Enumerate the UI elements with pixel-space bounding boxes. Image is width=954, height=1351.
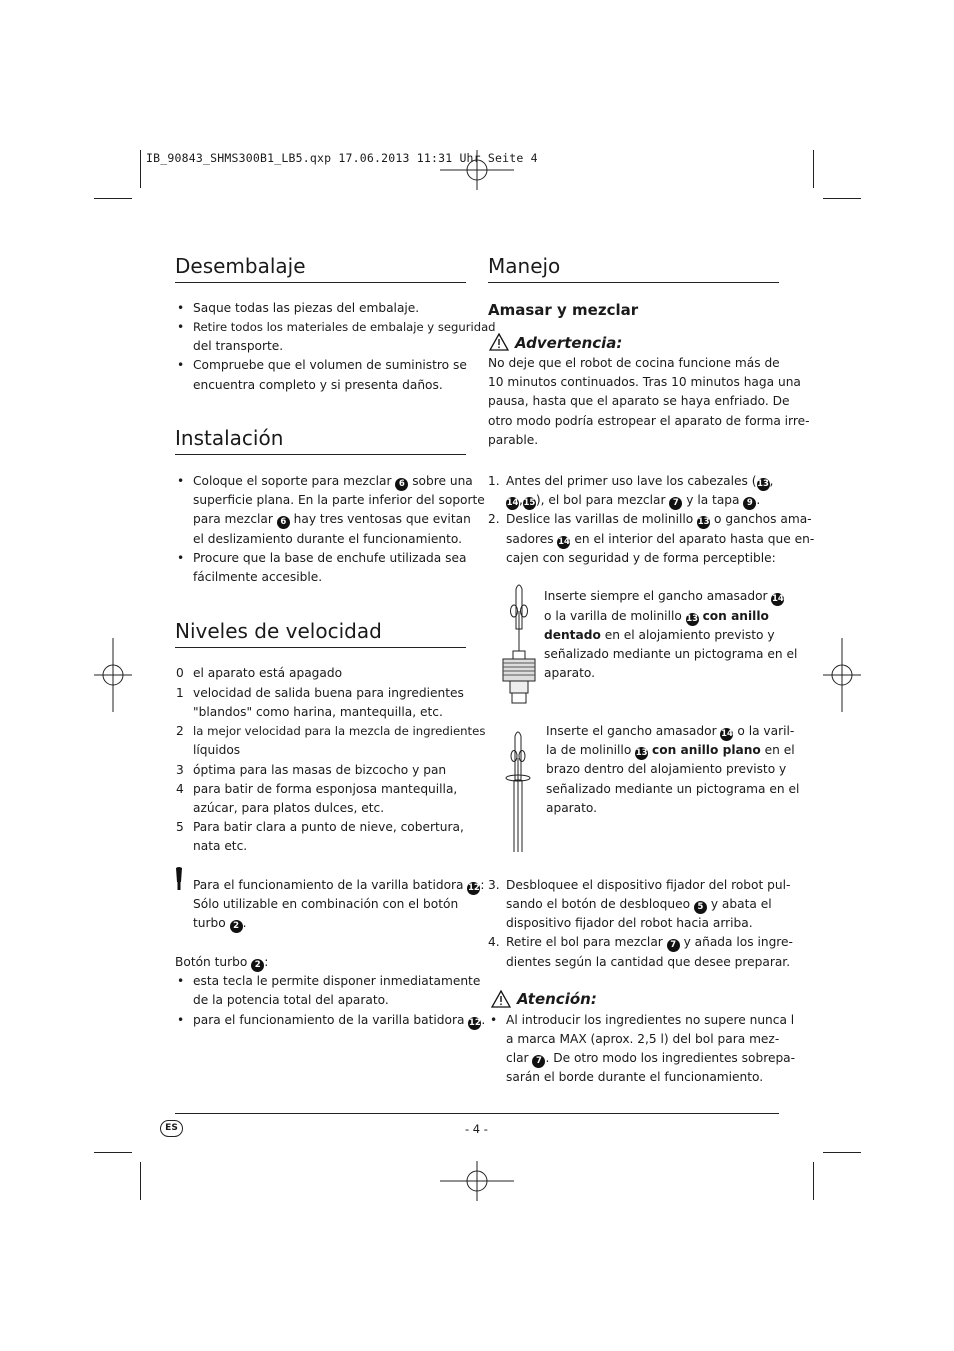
- level-number: 0: [176, 666, 184, 680]
- page-number: - 4 -: [465, 1122, 488, 1136]
- level-number: 3: [176, 763, 184, 777]
- part-number-2: 2: [251, 959, 264, 972]
- level-number: 2: [176, 724, 184, 738]
- section-title-instalacion: Instalación: [175, 426, 284, 450]
- part-number-6: 6: [277, 516, 290, 529]
- section-title-desembalaje: Desembalaje: [175, 254, 306, 278]
- warning-line: No deje que el robot de cocina funcione más de: [488, 356, 780, 370]
- footer-rule: [175, 1113, 779, 1114]
- title-rule: [488, 282, 779, 283]
- attachment-flat-ring-figure: [505, 728, 535, 854]
- warning-icon: [489, 333, 509, 351]
- level-description: velocidad de salida buena para ingredientes: [193, 686, 464, 700]
- section-title-manejo: Manejo: [488, 254, 561, 278]
- warning-line: parable.: [488, 433, 539, 447]
- part-number-12: 12: [468, 1018, 481, 1028]
- section-title-niveles: Niveles de velocidad: [175, 619, 382, 643]
- level-description: la mejor velocidad para la mezcla de ingredientes: [193, 724, 486, 738]
- list-item: encuentra completo y si presenta daños.: [193, 378, 443, 392]
- warning-title: Advertencia:: [515, 334, 623, 352]
- list-item: Saque todas las piezas del embalaje.: [193, 301, 420, 315]
- whisk-icon: [173, 866, 185, 892]
- title-rule: [175, 647, 466, 648]
- title-rule: [175, 282, 466, 283]
- warning-icon: [491, 990, 511, 1008]
- level-description: azúcar, para platos dulces, etc.: [193, 801, 385, 815]
- level-description: el aparato está apagado: [193, 666, 343, 680]
- warning-line: otro modo podría estropear el aparato de forma irre-: [488, 414, 810, 428]
- subtitle-amasar: Amasar y mezclar: [488, 301, 639, 319]
- list-item: del transporte.: [193, 339, 284, 353]
- level-description: para batir de forma esponjosa mantequilla,: [193, 782, 458, 796]
- part-number-2: 2: [230, 920, 243, 933]
- level-number: 4: [176, 782, 184, 796]
- level-description: "blandos" como harina, mantequilla, etc.: [193, 705, 443, 719]
- list-item: Retire todos los materiales de embalaje y seguridad: [193, 320, 496, 334]
- level-description: Para batir clara a punto de nieve, cobertura,: [193, 820, 464, 834]
- warning-line: 10 minutos continuados. Tras 10 minutos haga una: [488, 375, 801, 389]
- atencion-title: Atención:: [517, 990, 597, 1008]
- attachment-toothed-ring-figure: [499, 581, 539, 709]
- print-slug: IB_90843_SHMS300B1_LB5.qxp 17.06.2013 11:31 Uhr Seite 4: [146, 151, 538, 165]
- level-description: nata etc.: [193, 839, 248, 853]
- level-number: 1: [176, 686, 184, 700]
- warning-line: pausa, hasta que el aparato se haya enfriado. De: [488, 394, 790, 408]
- level-description: óptima para las masas de bizcocho y pan: [193, 763, 447, 777]
- level-description: líquidos: [193, 743, 241, 757]
- title-rule: [175, 454, 466, 455]
- language-badge: ES: [160, 1120, 183, 1137]
- part-number-6: 6: [395, 478, 408, 491]
- level-number: 5: [176, 820, 184, 834]
- list-item: Compruebe que el volumen de suministro se: [193, 358, 467, 372]
- part-number-12: 12: [467, 883, 480, 893]
